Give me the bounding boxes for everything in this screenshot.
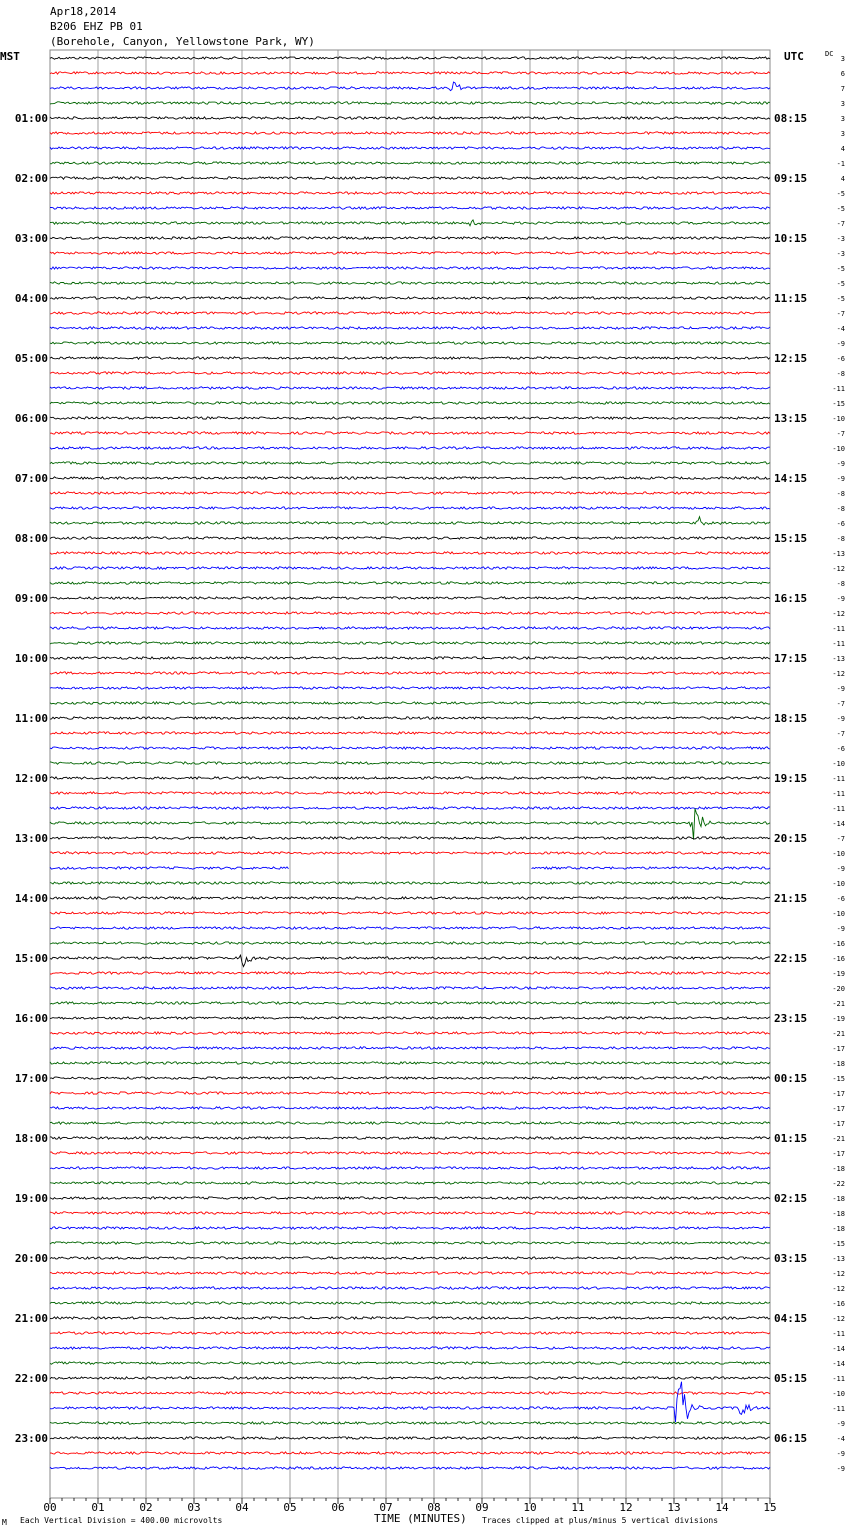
seismic-trace (50, 882, 770, 884)
mst-hour-label: 07:00 (14, 472, 48, 485)
dc-offset-value: -11 (832, 640, 845, 648)
mst-hour-label: 04:00 (14, 292, 48, 305)
dc-offset-value: -13 (832, 655, 845, 663)
mst-hour-label: 05:00 (14, 352, 48, 365)
mst-hour-label: 15:00 (14, 952, 48, 965)
utc-hour-label: 04:15 (774, 1312, 808, 1325)
corner-mark: M (2, 1518, 7, 1527)
seismic-trace (50, 792, 770, 794)
dc-offset-value: -17 (832, 1150, 845, 1158)
seismic-trace (50, 507, 770, 509)
seismic-trace (50, 1047, 770, 1049)
seismic-trace (50, 82, 770, 91)
seismic-trace (50, 492, 770, 494)
dc-offset-value: 3 (840, 115, 845, 123)
dc-offset-value: -8 (836, 490, 845, 498)
dc-offset-value: -5 (836, 190, 845, 198)
dc-offset-value: -9 (836, 1465, 845, 1473)
seismic-trace (50, 1062, 770, 1064)
mst-hour-label: 13:00 (14, 832, 48, 845)
dc-offset-value: 4 (840, 175, 845, 183)
dc-offset-value: -8 (836, 505, 845, 513)
seismic-trace (50, 432, 770, 434)
mst-hour-label: 08:00 (14, 532, 48, 545)
dc-offset-value: -9 (836, 925, 845, 933)
seismic-trace (50, 297, 770, 299)
dc-offset-value: -22 (832, 1180, 845, 1188)
seismic-trace (50, 147, 770, 149)
utc-hour-label: 16:15 (774, 592, 808, 605)
dc-offset-value: -9 (836, 475, 845, 483)
utc-hour-label: 20:15 (774, 832, 808, 845)
dc-offset-value: -18 (832, 1165, 845, 1173)
mst-hour-label: 22:00 (14, 1372, 48, 1385)
seismic-trace (50, 657, 770, 659)
utc-hour-label: 15:15 (774, 532, 808, 545)
dc-offset-value: -6 (836, 355, 845, 363)
seismic-trace (50, 1422, 770, 1424)
dc-offset-value: -19 (832, 1015, 845, 1023)
seismic-trace (50, 927, 770, 929)
dc-offset-value: -12 (832, 610, 845, 618)
seismic-trace (50, 57, 770, 59)
dc-offset-value: -15 (832, 1075, 845, 1083)
dc-offset-value: -13 (832, 550, 845, 558)
utc-hour-label: 17:15 (774, 652, 808, 665)
dc-offset-value: -11 (832, 1405, 845, 1413)
dc-offset-value: -10 (832, 910, 845, 918)
dc-offset-value: 3 (840, 130, 845, 138)
dc-offset-value: -18 (832, 1195, 845, 1203)
seismic-trace (50, 1092, 770, 1094)
seismic-trace (50, 627, 770, 629)
utc-hour-label: 01:15 (774, 1132, 808, 1145)
seismic-trace (50, 267, 770, 269)
seismic-trace (50, 732, 770, 734)
seismic-trace (50, 477, 770, 479)
seismic-trace (50, 837, 770, 839)
dc-offset-value: -6 (836, 520, 845, 528)
dc-offset-value: -7 (836, 730, 845, 738)
seismic-trace (50, 447, 770, 449)
dc-offset-value: 6 (840, 70, 845, 78)
mst-hour-label: 19:00 (14, 1192, 48, 1205)
dc-offset-value: -16 (832, 955, 845, 963)
dc-offset-value: -10 (832, 445, 845, 453)
dc-offset-value: -5 (836, 295, 845, 303)
utc-hour-label: 13:15 (774, 412, 808, 425)
dc-offset-value: -17 (832, 1105, 845, 1113)
station-code: B206 EHZ PB 01 (50, 20, 143, 33)
dc-offset-value: -14 (832, 820, 845, 828)
dc-offset-value: -20 (832, 985, 845, 993)
mst-hour-label: 21:00 (14, 1312, 48, 1325)
x-tick-label: 02 (139, 1501, 153, 1514)
dc-offset-value: -21 (832, 1000, 845, 1008)
dc-offset-value: -9 (836, 1450, 845, 1458)
seismic-trace (50, 537, 770, 539)
dc-offset-value: -7 (836, 310, 845, 318)
seismic-trace (50, 1382, 770, 1422)
seismic-trace (50, 327, 770, 329)
dc-offset-value: 3 (840, 55, 845, 63)
dc-offset-value: -10 (832, 1390, 845, 1398)
trace-group (50, 57, 770, 1469)
dc-offset-value: -9 (836, 685, 845, 693)
dc-offset-labels (832, 55, 845, 1473)
dc-offset-value: -18 (832, 1225, 845, 1233)
utc-hour-label: 06:15 (774, 1432, 808, 1445)
x-tick-label: 00 (43, 1501, 57, 1514)
dc-offset-value: -4 (836, 325, 845, 333)
dc-offset-value: -12 (832, 1285, 845, 1293)
seismic-trace (50, 192, 770, 194)
dc-offset-value: -10 (832, 850, 845, 858)
mst-hour-label: 18:00 (14, 1132, 48, 1145)
seismic-trace (50, 1452, 770, 1454)
seismic-trace (50, 1242, 770, 1244)
mst-hour-label: 09:00 (14, 592, 48, 605)
x-tick-label: 06 (331, 1501, 345, 1514)
seismic-trace (50, 220, 770, 226)
dc-offset-value: -12 (832, 1270, 845, 1278)
dc-offset-value: -16 (832, 940, 845, 948)
seismic-trace (532, 867, 771, 869)
dc-offset-value: -7 (836, 220, 845, 228)
dc-offset-value: -4 (836, 1435, 845, 1443)
seismic-trace (50, 1362, 770, 1364)
seismic-trace (50, 1437, 770, 1439)
dc-offset-value: -5 (836, 280, 845, 288)
seismic-trace (50, 132, 770, 134)
seismic-trace (50, 1197, 770, 1199)
dc-offset-value: -7 (836, 700, 845, 708)
utc-hour-label: 14:15 (774, 472, 808, 485)
seismic-trace (50, 1272, 770, 1274)
mst-hour-label: 16:00 (14, 1012, 48, 1025)
seismic-trace (50, 1347, 770, 1349)
station-location: (Borehole, Canyon, Yellowstone Park, WY) (50, 35, 315, 48)
dc-offset-value: -8 (836, 580, 845, 588)
seismic-trace (50, 897, 770, 899)
dc-offset-value: -16 (832, 1300, 845, 1308)
x-tick-label: 05 (283, 1501, 297, 1514)
seismic-trace (50, 1002, 770, 1004)
dc-offset-value: -8 (836, 370, 845, 378)
seismic-trace (50, 1377, 770, 1379)
seismic-trace (50, 1317, 770, 1319)
seismic-trace (50, 417, 770, 419)
dc-offset-value: -11 (832, 625, 845, 633)
dc-offset-value: -10 (832, 760, 845, 768)
left-timezone-label: MST (0, 50, 20, 63)
seismic-trace (50, 1137, 770, 1139)
dc-offset-value: -11 (832, 790, 845, 798)
seismic-trace (50, 72, 770, 74)
seismic-trace (50, 517, 770, 525)
seismic-trace (50, 1257, 770, 1259)
seismic-trace (50, 357, 770, 359)
seismic-trace (50, 1302, 770, 1304)
plot-date: Apr18,2014 (50, 5, 117, 18)
dc-offset-value: -21 (832, 1135, 845, 1143)
seismic-trace (50, 252, 770, 254)
dc-offset-value: -15 (832, 400, 845, 408)
seismic-trace (50, 1122, 770, 1124)
utc-hour-label: 10:15 (774, 232, 808, 245)
utc-hour-label: 21:15 (774, 892, 808, 905)
mst-hour-label: 12:00 (14, 772, 48, 785)
utc-hour-label: 09:15 (774, 172, 808, 185)
seismic-trace (50, 402, 770, 404)
utc-hour-label: 19:15 (774, 772, 808, 785)
dc-offset-value: -5 (836, 205, 845, 213)
dc-offset-value: -17 (832, 1120, 845, 1128)
seismic-trace (50, 207, 770, 209)
seismic-trace (50, 342, 770, 344)
dc-offset-value: -14 (832, 1345, 845, 1353)
dc-offset-value: -9 (836, 865, 845, 873)
seismic-trace (50, 282, 770, 284)
dc-offset-value: -9 (836, 595, 845, 603)
dc-offset-value: -9 (836, 1420, 845, 1428)
mst-hour-label: 14:00 (14, 892, 48, 905)
seismic-trace (50, 1212, 770, 1214)
seismic-trace (50, 777, 770, 779)
dc-offset-value: -6 (836, 895, 845, 903)
scale-note: Each Vertical Division = 400.00 microvolts (20, 1516, 223, 1525)
seismic-trace (50, 702, 770, 704)
dc-offset-value: -13 (832, 1255, 845, 1263)
dc-offset-value: -14 (832, 1360, 845, 1368)
x-tick-label: 07 (379, 1501, 393, 1514)
right-timezone-label: UTC (784, 50, 804, 63)
mst-hour-label: 20:00 (14, 1252, 48, 1265)
seismic-trace (50, 1467, 770, 1469)
utc-hour-label: 22:15 (774, 952, 808, 965)
seismic-trace (50, 597, 770, 599)
mst-hour-label: 01:00 (14, 112, 48, 125)
dc-offset-value: -19 (832, 970, 845, 978)
x-tick-label: 09 (475, 1501, 489, 1514)
seismic-trace (50, 972, 770, 974)
x-tick-label: 04 (235, 1501, 249, 1514)
seismic-trace (50, 102, 770, 104)
dc-offset-value: -18 (832, 1060, 845, 1068)
seismic-trace (50, 852, 770, 854)
x-tick-label: 15 (763, 1501, 777, 1514)
dc-offset-value: -10 (832, 415, 845, 423)
seismic-trace (50, 582, 770, 584)
seismic-trace (50, 672, 770, 674)
x-tick-label: 12 (619, 1501, 633, 1514)
x-tick-label: 13 (667, 1501, 681, 1514)
x-axis-title: TIME (MINUTES) (374, 1512, 467, 1525)
seismic-trace (50, 987, 770, 989)
seismic-trace (50, 372, 770, 374)
dc-offset-value: -17 (832, 1090, 845, 1098)
dc-offset-value: -9 (836, 715, 845, 723)
dc-offset-value: -7 (836, 835, 845, 843)
seismic-trace (50, 807, 770, 809)
dc-offset-value: -5 (836, 265, 845, 273)
seismic-trace (50, 1032, 770, 1034)
utc-hour-label: 03:15 (774, 1252, 808, 1265)
seismic-trace (50, 177, 770, 179)
seismic-trace (50, 717, 770, 719)
dc-offset-value: 7 (840, 85, 845, 93)
utc-hour-label: 08:15 (774, 112, 808, 125)
dc-offset-value: -18 (832, 1210, 845, 1218)
dc-offset-value: -11 (832, 805, 845, 813)
seismic-trace (50, 1107, 770, 1109)
dc-offset-value: 4 (840, 145, 845, 153)
mst-hour-label: 02:00 (14, 172, 48, 185)
dc-offset-value: -17 (832, 1045, 845, 1053)
utc-hour-label: 23:15 (774, 1012, 808, 1025)
x-tick-label: 11 (571, 1501, 585, 1514)
dc-offset-value: -9 (836, 460, 845, 468)
seismic-trace (50, 117, 770, 119)
x-tick-label: 14 (715, 1501, 729, 1514)
dc-offset-value: -11 (832, 1330, 845, 1338)
seismic-trace (50, 867, 289, 869)
mst-hour-label: 23:00 (14, 1432, 48, 1445)
dc-offset-value: -11 (832, 385, 845, 393)
dc-offset-value: -3 (836, 235, 845, 243)
seismic-trace (50, 1392, 770, 1394)
seismic-trace (50, 612, 770, 614)
seismic-trace (50, 237, 770, 239)
dc-offset-value: -10 (832, 880, 845, 888)
seismic-trace (50, 912, 770, 914)
seismic-trace (50, 567, 770, 569)
x-tick-label: 10 (523, 1501, 537, 1514)
dc-offset-value: -7 (836, 430, 845, 438)
mst-hour-label: 06:00 (14, 412, 48, 425)
x-tick-label: 03 (187, 1501, 201, 1514)
dc-offset-value: -12 (832, 670, 845, 678)
left-hour-labels (15, 112, 48, 1445)
seismic-trace (50, 955, 770, 967)
seismic-trace (50, 162, 770, 164)
dc-offset-value: -11 (832, 775, 845, 783)
utc-hour-label: 00:15 (774, 1072, 808, 1085)
seismic-trace (50, 1152, 770, 1154)
dc-offset-value: -6 (836, 745, 845, 753)
utc-hour-label: 02:15 (774, 1192, 808, 1205)
clip-note: Traces clipped at plus/minus 5 vertical divisions (482, 1516, 719, 1525)
dc-offset-value: -3 (836, 250, 845, 258)
seismic-trace (50, 1182, 770, 1184)
seismic-trace (50, 747, 770, 749)
mst-hour-label: 11:00 (14, 712, 48, 725)
seismic-trace (50, 809, 770, 840)
mst-hour-label: 03:00 (14, 232, 48, 245)
seismic-trace (50, 552, 770, 554)
seismic-trace (50, 1017, 770, 1019)
seismic-trace (50, 942, 770, 944)
right-hour-labels (774, 112, 807, 1445)
mst-hour-label: 17:00 (14, 1072, 48, 1085)
x-tick-label: 08 (427, 1501, 441, 1514)
seismic-trace (50, 1077, 770, 1079)
seismic-trace (50, 462, 770, 464)
seismic-trace (50, 1227, 770, 1229)
dc-offset-value: -1 (836, 160, 845, 168)
dc-offset-value: 3 (840, 100, 845, 108)
dc-offset-value: -12 (832, 1315, 845, 1323)
utc-hour-label: 05:15 (774, 1372, 808, 1385)
seismic-trace (50, 312, 770, 314)
dc-offset-value: -11 (832, 1375, 845, 1383)
seismic-trace (50, 1287, 770, 1289)
seismic-trace (50, 687, 770, 689)
utc-hour-label: 11:15 (774, 292, 808, 305)
dc-offset-value: -8 (836, 535, 845, 543)
seismic-trace (50, 1332, 770, 1334)
dc-offset-value: -12 (832, 565, 845, 573)
seismic-trace (50, 642, 770, 644)
seismic-trace (50, 387, 770, 389)
utc-hour-label: 12:15 (774, 352, 808, 365)
seismic-trace (50, 762, 770, 764)
x-tick-label: 01 (91, 1501, 105, 1514)
dc-offset-value: -21 (832, 1030, 845, 1038)
dc-offset-value: -15 (832, 1240, 845, 1248)
utc-hour-label: 18:15 (774, 712, 808, 725)
dc-offset-value: -9 (836, 340, 845, 348)
seismic-trace (50, 1167, 770, 1169)
dc-offset-header: DC (825, 50, 834, 58)
mst-hour-label: 10:00 (14, 652, 48, 665)
